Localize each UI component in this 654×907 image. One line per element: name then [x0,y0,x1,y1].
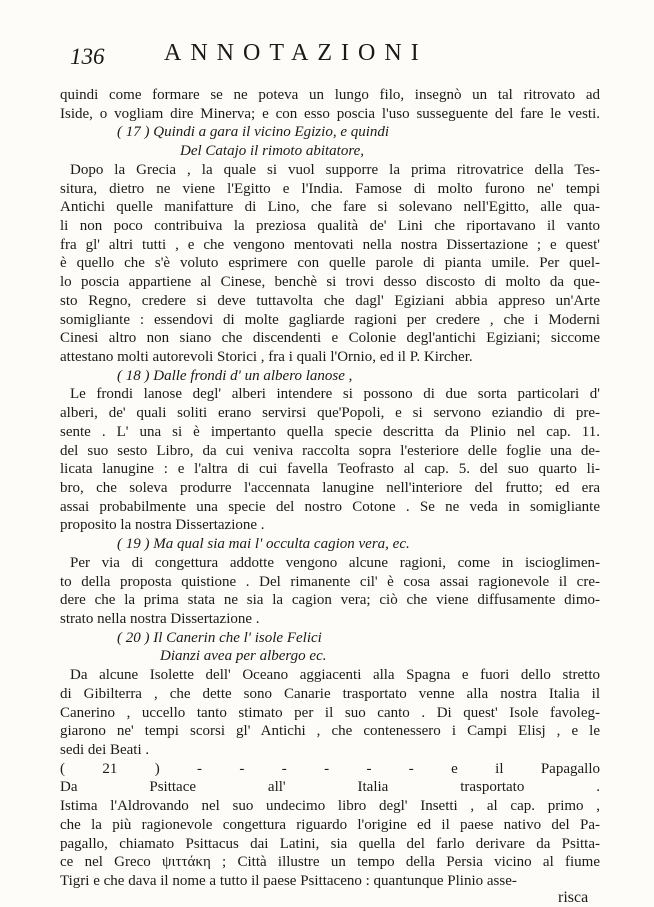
text-line: Iside, o vogliam dire Minerva; e con esso poscia l'uso susseguente del fare le vesti. [60,105,600,122]
text-line: del suo sesto Libro, da cui veniva raccolta sopra l'esteriore delle foglie una de- [60,442,600,459]
text-line: di Gibilterra , che dette sono Canarie trasportato venne alla nostra Italia il [60,685,600,702]
text-line: Istima l'Aldrovando nel suo undecimo libro degl' Insetti , al cap. primo , [60,798,600,815]
text-line: licata lanugine : e l'altra di cui favella Teofrasto al cap. 5. del suo quarto li- [60,461,600,478]
text-line: situra, dietro ne viene l'Egitto e l'India. Famose di molto furono ne' tempi [60,180,600,197]
text-line: sente . L' una si è impertanto quella specie descritta da Plinio nel cap. 11. [60,423,600,440]
text-line: Tigri e che dava il nome a tutto il paese Psittaceno : quantunque Plinio asse- [60,873,517,889]
text-line: li non poco contribuiva la preziosa qualità de' Lini che riportavano il vanto [60,218,600,234]
text-line: Da alcune Isolette dell' Oceano aggiacenti alla Spagna e fuori dello stretto [70,667,600,684]
text-line: giarono ne' tempi scorsi gl' Antichi , che contenessero i Campi Elisj , e le [60,723,600,740]
text-line: pagallo, chiamato Psittacus dai Latini, sia quella del farlo derivare da Psitta- [60,835,600,852]
text-line: quindi come formare se ne poteva un lungo filo, insegnò un tal ritrovato ad [60,87,600,103]
verse-heading: Del Catajo il rimoto abitatore, [180,143,365,160]
text-line: ( 21 ) - - - - - - e il Papagallo [60,760,600,777]
text-line: Antichi quelle manifatture di Lino, che fare si solevano nell'Egitto, alle qua- [60,199,600,216]
text-line: assai probabilmente una specie del nostro Cotone . Se ne veda in somigliante [60,498,600,515]
text-line: Le frondi lanose degl' alberi intendere si possono di due sorta particolari d' [70,386,600,403]
text-line: lo poscia appartiene al Cinese, benchè si trovi desso discosto di molto da que- [60,274,600,291]
text-line: ce nel Greco ψιττάκη ; Città illustre un tempo della Persia vicino al fiume [60,854,600,871]
text-line: Dopo la Grecia , la quale si vuol supporre la prima ritrovatrice della Tes- [70,161,600,178]
verse-heading: ( 18 ) Dalle frondi d' un albero lanose , [117,367,353,384]
verse-heading: ( 19 ) Ma qual sia mai l' occulta cagion vera, ec. [117,536,410,553]
text-line: to della proposta quistione . Del rimanente cil' è cosa assai ragionevole il cre- [60,573,600,590]
text-line: bro, che soleva produrre l'accennata lanugine nell'interiore del frutto; ed era [60,480,600,496]
text-line: strato nella nostra Dissertazione . [60,611,260,627]
text-line: che la più ragionevole congettura riguardo l'origine ed il paese nativo del Pa- [60,816,600,833]
text-line: Canerino , uccello tanto stimato per il suo canto . Di quest' Isole favoleg- [60,704,600,721]
text-line: alberi, de' quali soliti erano servirsi que'Popoli, e si servono eziandio di pre- [60,405,600,422]
text-line: somigliante : essendovi di molte gagliarde ragioni per credere , che i Moderni [60,311,600,328]
text-line: fra gl' altri tutti , e che vengono mentovati nella nostra Dissertazione ; e quest' [60,236,600,253]
text-line: dere che la prima stata ne sia la cagion vera; ciò che viene diffusamente dimo- [60,592,600,609]
text-line: sedi dei Beati . [60,742,150,758]
text-line: attestano molti autorevoli Storici , fra i quali l'Ornio, ed il P. Kircher. [60,349,473,365]
running-title: ANNOTAZIONI [164,40,428,66]
page-number: 136 [70,44,105,69]
text-line: proposito la nostra Dissertazione . [60,517,265,534]
text-line: sto Regno, credere si deve tuttavolta che dagl' Egiziani abbia appreso un'Arte [60,292,600,309]
text-line: Per via di congettura addotte vengono alcune ragioni, come in iscioglimen- [70,554,600,571]
text-line: è quello che s'è voluto esprimere con quelle parole di pianta umile. Per quel- [60,255,600,272]
catchword: risca [558,888,589,906]
verse-heading: Dianzi avea per albergo ec. [160,648,327,665]
text-line: Da Psittace all' Italia trasportato . [60,779,600,796]
text-line: Cinesi altro non siano che discendenti e Colonie degl'antichi Egiziani; siccome [60,330,600,347]
verse-heading: ( 20 ) Il Canerin che l' isole Felici [117,629,322,646]
verse-heading: ( 17 ) Quindi a gara il vicino Egizio, e quindi [117,124,390,141]
